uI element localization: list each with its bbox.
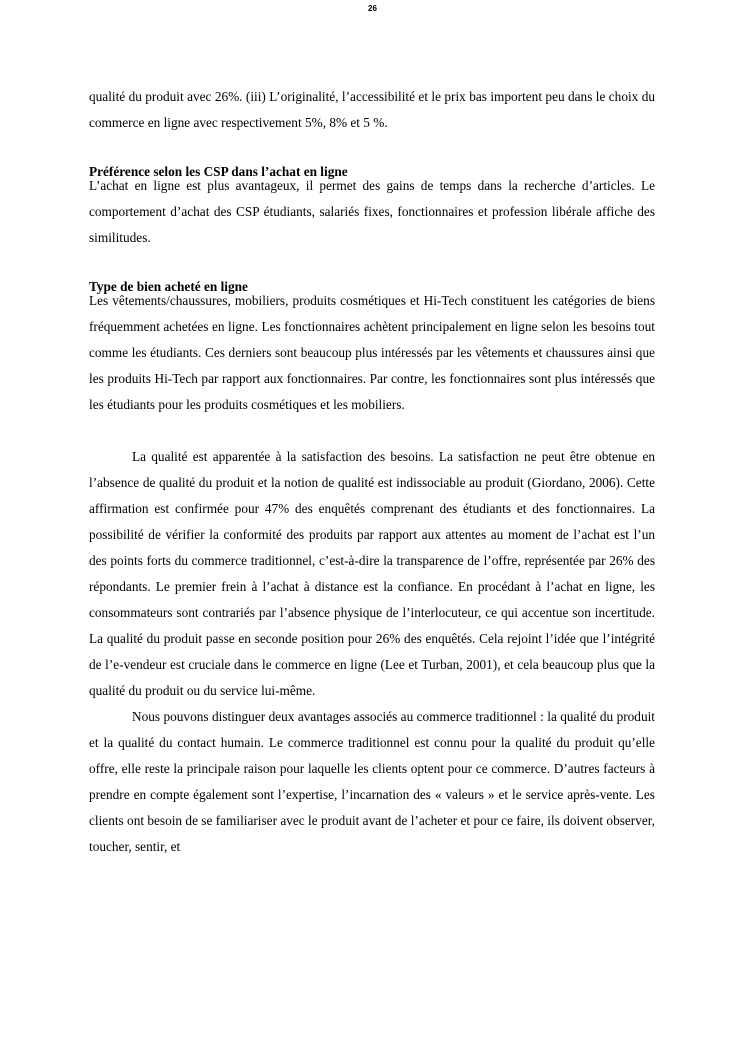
document-body [89,84,655,860]
section-heading-csp: Préférence selon les CSP dans l’achat en ligne [89,164,348,179]
spacer [89,251,655,279]
section-paragraph-bien: Les vêtements/chaussures, mobiliers, produits cosmétiques et Hi-Tech constituent les catégories de biens fréquemment achetées en ligne. Les fonctionnaires achètent principalement en ligne selon les besoins tout comme les étudiants. Ces derniers sont beaucoup plus intéressés par les vêtements et chaussures ainsi que les produits Hi-Tech par rapport aux fonctionnaires. Par contre, les fonctionnaires sont plus intéressés que les étudiants pour les produits cosmétiques et les mobiliers. [89,293,655,412]
intro-paragraph: qualité du produit avec 26%. (iii) L’originalité, l’accessibilité et le prix bas importent peu dans le choix du commerce en ligne avec respectivement 5%, 8% et 5 %. [89,89,655,130]
section-heading-bien: Type de bien acheté en ligne [89,279,248,294]
spacer [89,418,655,444]
spacer [89,136,655,164]
section-paragraph-csp: L’achat en ligne est plus avantageux, il permet des gains de temps dans la recherche d’articles. Le comportement d’achat des CSP étudiants, salariés fixes, fonctionnaires et profession libérale affiche des similitudes. [89,178,655,245]
body-paragraph-avantages: Nous pouvons distinguer deux avantages associés au commerce traditionnel : la qualité du produit et la qualité du contact humain. Le commerce traditionnel est connu pour la qualité du produit qu’elle offre, elle reste la principale raison pour laquelle les clients optent pour ce commerce. D’autres facteurs à prendre en compte également sont l’expertise, l’incarnation des « valeurs » et le service après-vente. Les clients ont besoin de se familiariser avec le produit avant de l’acheter et pour ce faire, ils doivent observer, toucher, sentir, et [89,709,655,854]
page-number: 26 [368,4,377,13]
body-paragraph-qualite: La qualité est apparentée à la satisfaction des besoins. La satisfaction ne peut être obtenue en l’absence de qualité du produit et la notion de qualité est indissociable au produit (Giordano, 2006). Cette affirmation est confirmée pour 47% des enquêtés comprenant des étudiants et des fonctionnaires. La possibilité de vérifier la conformité des produits par rapport aux attentes au moment de l’achat est l’un des points forts du commerce traditionnel, c’est-à-dire la transparence de l’offre, représentée par 26% des répondants. Le premier frein à l’achat à distance est la confiance. En procédant à l’achat en ligne, les consommateurs sont contrariés par l’absence physique de l’interlocuteur, ce qui accentue son incertitude. La qualité du produit passe en seconde position pour 26% des enquêtés. Cela rejoint l’idée que l’intégrité de l’e-vendeur est cruciale dans le commerce en ligne (Lee et Turban, 2001), et cela beaucoup plus que la qualité du produit ou du service lui-même. [89,449,655,698]
